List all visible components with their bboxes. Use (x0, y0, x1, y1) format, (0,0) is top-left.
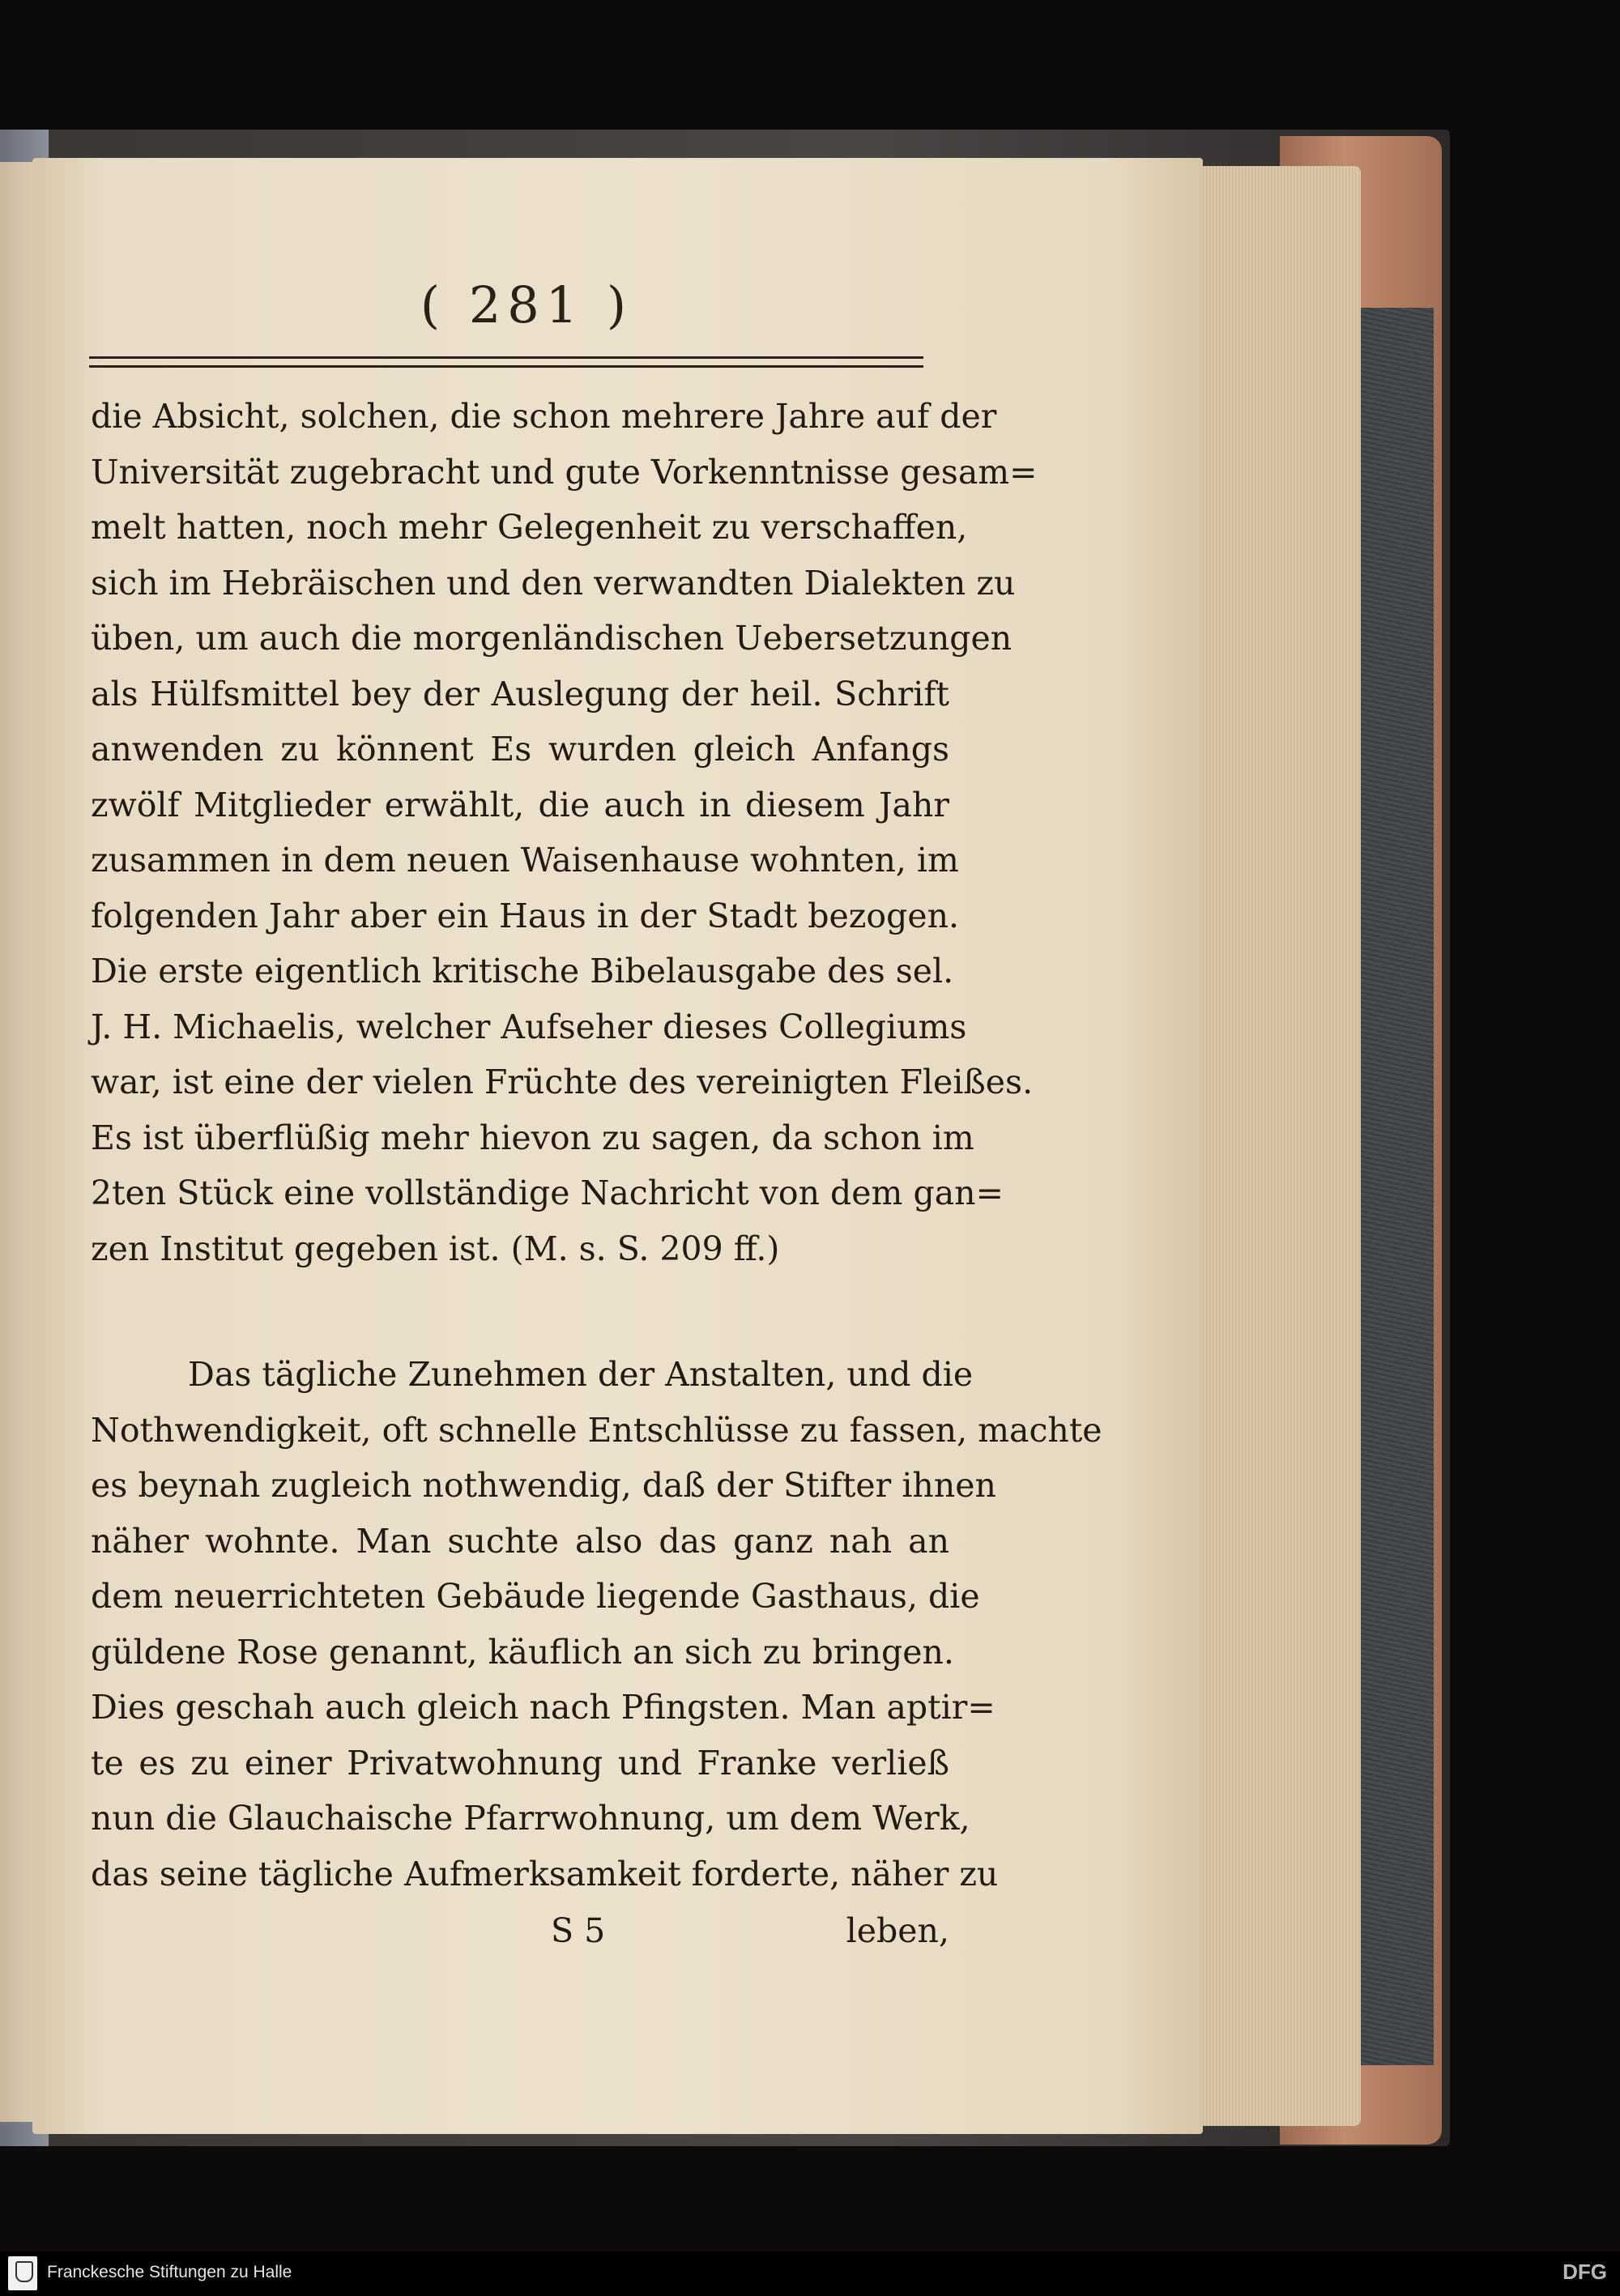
institution-logo-icon (8, 2256, 37, 2290)
dfg-logo: DFG (1562, 2260, 1607, 2284)
text-line: die Absicht, solchen, die schon mehrere Jahre auf der (91, 397, 997, 436)
text-line: es beynah zugleich nothwendig, daß der Stifter ihnen (91, 1466, 996, 1505)
text-line: folgenden Jahr aber ein Haus in der Stadt bezogen. (91, 896, 960, 935)
header-rule (89, 356, 923, 368)
text-line: zen Institut gegeben ist. (M. s. S. 209 ff.) (91, 1229, 780, 1268)
text-line: melt hatten, noch mehr Gelegenheit zu verschaffen, (91, 508, 968, 547)
text-line: Die erste eigentlich kritische Bibelausgabe des sel. (91, 952, 954, 990)
text-line: güldene Rose genannt, käuflich an sich zu bringen. (91, 1632, 954, 1672)
text-line: als Hülfsmittel bey der Auslegung der heil. Schrift (91, 674, 949, 714)
text-line: näher wohnte. Man suchte also das ganz nah an (91, 1521, 949, 1561)
text-line: üben, um auch die morgenländischen Uebersetzungen (91, 619, 1013, 658)
text-line: J. H. Michaelis, welcher Aufseher dieses Collegiums (91, 1007, 967, 1046)
signature-line (91, 1903, 949, 1958)
cover-cloth (1361, 308, 1434, 2065)
text-line: Nothwendigkeit, oft schnelle Entschlüsse zu fassen, machte (91, 1410, 1102, 1450)
page-number: ( 281 ) (420, 275, 633, 334)
footer-bar (0, 2251, 1620, 2296)
text-line: sich im Hebräischen und den verwandten Dialekten zu (91, 563, 1016, 603)
text-line: Das tägliche Zunehmen der Anstalten, und die (188, 1355, 974, 1394)
signature-mark: S 5 (551, 1911, 606, 1950)
text-line: te es zu einer Privatwohnung und Franke verließ (91, 1743, 949, 1783)
paragraph-gap (91, 1276, 949, 1347)
text-line: zusammen in dem neuen Waisenhause wohnten, im (91, 841, 959, 880)
text-line: nun die Glauchaische Pfarrwohnung, um dem Werk, (91, 1799, 970, 1838)
text-line: anwenden zu könnent Es wurden gleich Anfangs (91, 730, 949, 769)
text-line: zwölf Mitglieder erwählt, die auch in diesem Jahr (91, 785, 949, 824)
catchword: leben, (846, 1911, 949, 1950)
institution-label[interactable]: Franckesche Stiftungen zu Halle (47, 2263, 292, 2281)
text-line: Universität zugebracht und gute Vorkenntnisse gesam= (91, 452, 1038, 492)
text-line: Es ist überflüßig mehr hievon zu sagen, da schon im (91, 1118, 974, 1157)
text-line: das seine tägliche Aufmerksamkeit forderte, näher zu (91, 1854, 999, 1893)
text-line: 2ten Stück eine vollständige Nachricht von dem gan= (91, 1174, 1004, 1212)
text-line: dem neuerrichteten Gebäude liegende Gasthaus, die (91, 1577, 980, 1616)
page-body (91, 389, 1102, 1902)
text-line: war, ist eine der vielen Früchte des vereinigten Fleißes. (91, 1063, 1034, 1101)
text-line: Dies geschah auch gleich nach Pfingsten. Man aptir= (91, 1688, 995, 1727)
